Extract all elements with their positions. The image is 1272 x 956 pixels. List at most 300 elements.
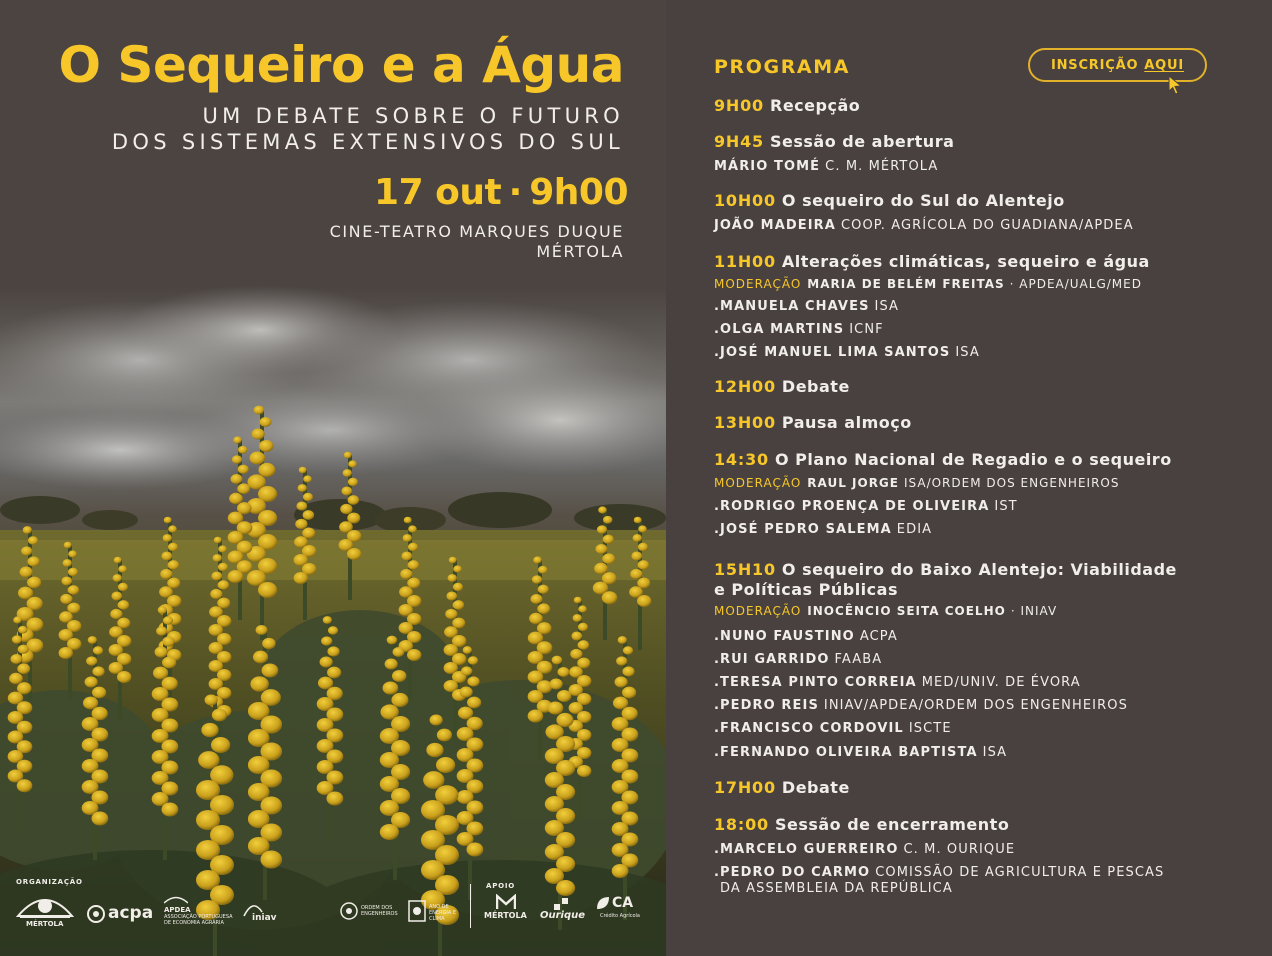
- lupin-blossom: [59, 647, 73, 659]
- lupin-blossom: [260, 417, 272, 427]
- speaker-name: .FERNANDO OLIVEIRA BAPTISTA: [714, 745, 978, 760]
- lupin-blossom: [404, 517, 412, 524]
- credito-agricola-description: Crédito Agrícola: [600, 913, 640, 919]
- lupin-blossom: [213, 554, 222, 562]
- lupin-blossom: [557, 690, 571, 702]
- lupin-blossom: [452, 618, 465, 629]
- lupin-blossom: [383, 681, 399, 694]
- mertola-crest-icon: [14, 890, 76, 920]
- lupin-blossom: [348, 495, 360, 505]
- lupin-blossom: [67, 603, 80, 614]
- lupin-blossom: [437, 729, 452, 742]
- lupin-blossom: [573, 614, 582, 622]
- lupin-blossom: [168, 543, 178, 551]
- apdea-description: ASSOCIAÇÃO PORTUGUESA DE ECONOMIA AGRÁRIA: [164, 914, 233, 926]
- lupin-blossom: [118, 583, 128, 591]
- iniav-name: iniav: [252, 913, 277, 923]
- speaker: [714, 745, 1007, 760]
- lupin-blossom: [252, 429, 265, 440]
- lupin-blossom: [250, 676, 268, 691]
- lupin-blossom: [17, 663, 30, 674]
- lupin-blossom: [453, 583, 463, 591]
- lupin-blossom: [467, 843, 484, 857]
- lupin-blossom: [111, 591, 122, 600]
- lupin-blossom: [467, 676, 479, 686]
- lupin-blossom: [217, 598, 230, 609]
- lupin-blossom: [343, 469, 352, 477]
- lupin-blossom: [344, 452, 352, 459]
- lupin-blossom: [577, 765, 591, 777]
- lupin-blossom: [622, 687, 636, 699]
- credito-agricola-name: CA: [612, 895, 634, 911]
- lupin-blossom: [68, 550, 77, 557]
- lupin-blossom: [533, 556, 542, 563]
- lupin-blossom: [634, 517, 642, 524]
- event-time: 9h00: [529, 172, 628, 213]
- lupin-blossom: [528, 710, 544, 723]
- program-item-baixo-alentejo-line2: [714, 580, 898, 599]
- lupin-blossom: [85, 676, 98, 687]
- lupin-blossom: [205, 695, 218, 706]
- ordem-logo: [340, 902, 404, 926]
- lupin-blossom: [210, 589, 222, 599]
- program-item-abertura: [714, 132, 954, 151]
- speaker: [714, 345, 980, 360]
- lupin-blossom: [218, 580, 230, 590]
- moderator-affiliation: · APDEA/UALG/MED: [1009, 277, 1142, 291]
- lupin-blossom: [168, 560, 180, 570]
- program-item-alteracoes-climaticas: [714, 252, 1150, 271]
- acpa-logo: [86, 902, 156, 926]
- speaker-name: .TERESA PINTO CORREIA: [714, 675, 917, 690]
- lupin-blossom: [453, 600, 465, 610]
- lupin-blossom: [578, 605, 587, 612]
- lupin-blossom: [68, 568, 78, 576]
- lupin-blossom: [348, 460, 357, 467]
- item-time: 9H00: [714, 96, 764, 115]
- lupin-blossom: [18, 587, 33, 600]
- item-title: Sessão de encerramento: [774, 815, 1010, 834]
- speaker-affiliation: MED/UNIV. DE ÉVORA: [921, 675, 1081, 690]
- event-title: O Sequeiro e a Água: [58, 36, 624, 94]
- ano-energia-logo: [408, 900, 462, 926]
- lupin-blossom: [380, 824, 399, 840]
- moderation-label: MODERAÇÃO: [714, 277, 802, 291]
- speaker-name: .MARCELO GUERREIRO: [714, 842, 899, 857]
- speaker-affiliation: ISCTE: [908, 721, 952, 736]
- speaker-affiliation: ISA: [874, 299, 900, 314]
- lupin-blossom: [461, 666, 472, 675]
- date-separator: ·: [508, 172, 522, 213]
- item-time: 10H00: [714, 191, 776, 210]
- lupin-blossom: [387, 636, 398, 645]
- lupin-blossom: [468, 656, 478, 665]
- moderator-affiliation: · INIAV: [1010, 604, 1058, 618]
- item-time: 15H10: [714, 560, 776, 579]
- lupin-blossom: [401, 551, 412, 560]
- lupin-blossom: [328, 626, 338, 635]
- item-time: 13H00: [714, 413, 776, 432]
- credito-agricola-logo: [596, 894, 656, 924]
- program-heading: PROGRAMA: [714, 56, 851, 78]
- moderation-label: MODERAÇÃO: [714, 476, 802, 490]
- lupin-blossom: [638, 525, 647, 532]
- pointer-cursor-icon: [1166, 74, 1184, 96]
- mertola-support-name: MÉRTOLA: [484, 911, 527, 920]
- lupin-blossom: [458, 707, 473, 720]
- registration-link[interactable]: AQUI: [1144, 57, 1185, 73]
- lupin-blossom: [233, 436, 242, 443]
- lupin-blossom: [161, 551, 172, 560]
- program-item-plano-regadio: [714, 450, 1172, 469]
- lupin-blossom: [347, 548, 361, 560]
- lupin-blossom: [163, 534, 172, 542]
- lupin-blossom: [254, 406, 265, 415]
- speaker-affiliation: ISA: [982, 745, 1008, 760]
- item-time: 12H00: [714, 377, 776, 396]
- lupin-blossom: [64, 542, 72, 549]
- item-time: 17H00: [714, 778, 776, 797]
- lupin-blossom: [556, 880, 575, 896]
- speaker-affiliation: ACPA: [859, 629, 898, 644]
- event-date-time: [0, 172, 628, 213]
- speaker-affiliation: COMISSÃO DE AGRICULTURA E PESCAS: [875, 865, 1165, 880]
- lupin-blossom: [603, 535, 614, 544]
- speaker-name: .NUNO FAUSTINO: [714, 629, 855, 644]
- moderator-name: INOCÊNCIO SEITA COELHO: [807, 604, 1006, 618]
- lupin-blossom: [408, 525, 417, 532]
- lupin-blossom: [558, 667, 570, 677]
- lupin-blossom: [393, 647, 405, 657]
- lupin-blossom: [623, 646, 633, 655]
- lupin-blossom: [320, 656, 333, 667]
- lupin-blossom: [167, 578, 180, 589]
- speaker: [714, 159, 938, 174]
- lupin-blossom: [327, 792, 344, 806]
- lupin-blossom: [446, 591, 457, 600]
- organization-label: ORGANIZAÇÃO: [16, 878, 83, 886]
- lupin-blossom: [595, 544, 607, 554]
- lupin-blossom: [529, 613, 543, 624]
- speaker-affiliation: ICNF: [849, 322, 884, 337]
- speaker: [714, 842, 1015, 857]
- moderator-name: RAUL JORGE: [807, 476, 899, 490]
- lupin-blossom: [597, 525, 607, 534]
- speaker: [714, 522, 932, 537]
- mertola-support-logo: [484, 894, 530, 926]
- speaker-affiliation: ISA: [955, 345, 980, 360]
- lupin-blossom: [163, 616, 173, 625]
- lupin-blossom: [155, 646, 168, 657]
- lupin-blossom: [340, 504, 352, 514]
- lupin-blossom: [631, 551, 642, 560]
- lupin-blossom: [622, 666, 634, 676]
- ano-energia-icon: [408, 900, 426, 922]
- program-item-debate-1: [714, 377, 850, 396]
- item-title: O Plano Nacional de Regadio e o sequeiro: [774, 450, 1172, 469]
- lupin-blossom: [27, 577, 41, 589]
- ano-energia-name: ANO DE ENERGIA E CLIMA: [429, 904, 457, 922]
- lupin-blossom: [347, 513, 360, 524]
- lupin-blossom: [118, 600, 130, 610]
- speaker-name: .FRANCISCO CORDOVIL: [714, 721, 904, 736]
- speaker: [714, 322, 884, 337]
- item-title: Recepção: [770, 96, 861, 115]
- lupin-blossom: [28, 536, 38, 545]
- lupin-blossom: [12, 635, 22, 644]
- lupin-blossom: [407, 649, 421, 661]
- lupin-blossom: [578, 640, 590, 650]
- lupin-blossom: [323, 616, 332, 624]
- moderation: [714, 604, 1057, 618]
- lupin-blossom: [637, 578, 650, 589]
- lupin-blossom: [448, 574, 457, 582]
- apdea-mark-icon: [164, 896, 188, 904]
- speaker: [714, 299, 899, 314]
- lupin-blossom: [10, 654, 22, 664]
- lupin-blossom: [303, 475, 312, 482]
- lupin-blossom: [408, 543, 418, 551]
- lupin-blossom: [232, 455, 242, 464]
- lupin-blossom: [83, 697, 98, 710]
- lupin-blossom: [318, 677, 333, 690]
- lupin-blossom: [426, 743, 443, 757]
- lupin-blossom: [295, 519, 307, 529]
- support-label: APOIO: [486, 882, 516, 890]
- lupin-blossom: [618, 636, 627, 644]
- lupin-blossom: [630, 569, 642, 579]
- speaker-affiliation: C. M. MÉRTOLA: [825, 159, 939, 174]
- lupin-blossom: [13, 616, 22, 623]
- lupin-blossom: [68, 585, 80, 595]
- speaker: [714, 218, 1134, 233]
- lupin-blossom: [214, 537, 222, 544]
- lupin-blossom: [158, 606, 167, 614]
- lupin-blossom: [258, 463, 275, 477]
- lupin-blossom: [259, 440, 273, 452]
- lupin-blossom: [250, 451, 266, 464]
- lupin-blossom: [296, 501, 307, 510]
- lupin-blossom: [449, 557, 457, 564]
- lupin-blossom: [258, 582, 277, 598]
- lupin-blossom: [218, 563, 228, 571]
- speaker-affiliation: EDIA: [896, 522, 933, 537]
- lupin-blossom: [20, 566, 33, 577]
- lupin-blossom: [603, 516, 612, 524]
- lupin-blossom: [303, 510, 315, 520]
- lupin-blossom: [400, 569, 412, 579]
- lupin-blossom: [299, 467, 307, 474]
- lupin-blossom: [570, 649, 582, 659]
- program-item-baixo-alentejo: [714, 560, 1177, 579]
- speaker-name: .PEDRO DO CARMO: [714, 865, 871, 880]
- item-title: Pausa almoço: [781, 413, 912, 432]
- program-item-recepcao: [714, 96, 860, 115]
- lupin-blossom: [574, 597, 582, 604]
- ordem-name: ORDEM DOS ENGENHEIROS: [361, 905, 398, 917]
- lupin-blossom: [532, 575, 542, 584]
- lupin-blossom: [571, 631, 582, 640]
- event-subtitle-line2: DOS SISTEMAS EXTENSIVOS DO SUL: [111, 130, 624, 154]
- lupin-blossom: [23, 526, 32, 534]
- lupin-blossom: [550, 679, 563, 690]
- lupin-blossom: [211, 737, 230, 753]
- lupin-blossom: [117, 671, 131, 683]
- lupin-blossom: [256, 625, 268, 635]
- ourique-logo: [540, 898, 584, 926]
- lupin-blossom: [92, 812, 109, 826]
- moderation: [714, 277, 1142, 291]
- lupin-blossom: [198, 751, 219, 769]
- lupin-blossom: [92, 666, 104, 676]
- item-title: Debate: [781, 778, 850, 797]
- lupin-blossom: [156, 626, 167, 635]
- iniav-logo: [242, 902, 312, 926]
- moderator-name: MARIA DE BELÉM FREITAS: [807, 277, 1005, 291]
- speaker: [714, 675, 1081, 690]
- speaker: [714, 629, 898, 644]
- lupin-blossom: [423, 771, 444, 789]
- mertola-org-name: MÉRTOLA: [26, 920, 64, 928]
- lupin-blossom: [460, 686, 473, 697]
- acpa-name: acpa: [108, 903, 154, 923]
- speaker: [714, 721, 952, 736]
- lupin-blossom: [9, 673, 23, 684]
- lupin-blossom: [117, 618, 130, 629]
- event-venue: CINE-TEATRO MARQUES DUQUE: [329, 222, 624, 241]
- lupin-blossom: [201, 723, 218, 737]
- lupin-blossom: [385, 659, 398, 670]
- lupin-blossom: [162, 636, 174, 646]
- lupin-blossom: [602, 591, 618, 604]
- lupin-blossom: [153, 667, 168, 680]
- moderation: [714, 476, 1119, 490]
- lupin-blossom: [578, 623, 588, 631]
- speaker-name: .JOSÉ PEDRO SALEMA: [714, 522, 892, 537]
- lupin-blossom: [18, 626, 27, 634]
- acpa-emblem-icon: [86, 904, 106, 924]
- event-date: 17 out: [374, 172, 502, 213]
- logo-divider: [470, 884, 471, 928]
- lupin-blossom: [168, 525, 177, 532]
- lupin-blossom: [238, 446, 247, 454]
- speaker-affiliation-continued: DA ASSEMBLEIA DA REPÚBLICA: [720, 881, 953, 896]
- moderation-label: MODERAÇÃO: [714, 604, 802, 618]
- lupin-blossom: [61, 576, 72, 585]
- speaker-affiliation-line2: [720, 881, 953, 896]
- lupin-blossom: [612, 864, 629, 878]
- moderator-affiliation: ISA/ORDEM DOS ENGENHEIROS: [903, 476, 1120, 490]
- speaker: [714, 865, 1164, 880]
- lupin-blossom: [261, 851, 283, 869]
- lupin-blossom: [110, 609, 122, 619]
- lupin-blossom: [615, 676, 628, 687]
- lupin-blossom: [211, 571, 222, 580]
- lupin-blossom: [17, 779, 33, 792]
- lupin-blossom: [463, 646, 472, 654]
- lupin-blossom: [467, 697, 481, 709]
- program-panel: [666, 0, 1272, 956]
- item-time: 9H45: [714, 132, 764, 151]
- lupin-blossom: [594, 563, 608, 574]
- lupin-blossom: [321, 636, 332, 645]
- speaker-name: .MANUELA CHAVES: [714, 299, 870, 314]
- item-title: Sessão de abertura: [770, 132, 955, 151]
- item-title: O sequeiro do Baixo Alentejo: Viabilidade: [781, 560, 1177, 579]
- item-time: 14:30: [714, 450, 769, 469]
- mertola-m-icon: [496, 894, 516, 910]
- speaker-name: JOÃO MADEIRA: [714, 218, 836, 233]
- lupin-blossom: [298, 484, 307, 492]
- lupin-blossom: [408, 560, 420, 570]
- ordem-seal-icon: [340, 902, 358, 920]
- lupin-blossom: [93, 646, 103, 655]
- credito-agricola-leaf-icon: [596, 896, 610, 910]
- lupin-blossom: [63, 559, 72, 567]
- item-title: Alterações climáticas, sequeiro e água: [781, 252, 1150, 271]
- lupin-blossom: [430, 715, 443, 726]
- lupin-blossom: [556, 713, 573, 727]
- lupin-blossom: [327, 646, 339, 656]
- lupin-blossom: [577, 658, 590, 669]
- lupin-blossom: [348, 478, 358, 486]
- lupin-blossom: [392, 670, 406, 682]
- lupin-blossom: [327, 667, 341, 679]
- lupin-blossom: [403, 534, 412, 542]
- speaker-name: .RODRIGO PROENÇA DE OLIVEIRA: [714, 499, 990, 514]
- lupin-blossom: [638, 543, 648, 551]
- lupin-blossom: [88, 636, 97, 644]
- lupin-blossom: [436, 757, 455, 773]
- lupin-blossom: [537, 603, 550, 614]
- speaker-affiliation: FAABA: [834, 652, 883, 667]
- lupin-blossom: [18, 645, 29, 654]
- lupin-blossom: [552, 656, 563, 665]
- lupin-blossom: [229, 493, 243, 504]
- item-title-line2: e Políticas Públicas: [714, 580, 898, 599]
- registration-label: INSCRIÇÃO: [1050, 57, 1139, 73]
- mertola-org-logo: [14, 890, 76, 930]
- lupin-blossom: [261, 663, 278, 677]
- lupin-blossom: [616, 656, 627, 665]
- lupin-blossom: [341, 486, 352, 495]
- lupin-blossom: [162, 657, 176, 669]
- lupin-blossom: [60, 594, 72, 604]
- lupin-blossom: [86, 656, 97, 665]
- speaker-name: MÁRIO TOMÉ: [714, 159, 821, 174]
- program-item-encerramento: [714, 815, 1009, 834]
- lupin-blossom: [407, 578, 420, 589]
- speaker-name: .RUI GARRIDO: [714, 652, 830, 667]
- lupin-blossom: [391, 693, 408, 707]
- speaker: [714, 698, 1128, 713]
- lupin-blossom: [303, 493, 313, 501]
- speaker-name: .OLGA MARTINS: [714, 322, 845, 337]
- apdea-name: APDEA: [164, 906, 191, 914]
- lupin-blossom: [113, 574, 122, 582]
- item-time: 18:00: [714, 815, 769, 834]
- speaker-affiliation: INIAV/APDEA/ORDEM DOS ENGENHEIROS: [823, 698, 1128, 713]
- lupin-blossom: [638, 560, 650, 570]
- lupin-blossom: [302, 528, 315, 539]
- lupin-blossom: [164, 517, 172, 524]
- lupin-blossom: [453, 565, 462, 572]
- lupin-blossom: [27, 556, 39, 566]
- lupin-blossom: [613, 697, 628, 710]
- program-item-sequeiro-sul: [714, 191, 1065, 210]
- event-location: MÉRTOLA: [536, 242, 624, 261]
- speaker-affiliation: COOP. AGRÍCOLA DO GUADIANA/APDEA: [840, 218, 1134, 233]
